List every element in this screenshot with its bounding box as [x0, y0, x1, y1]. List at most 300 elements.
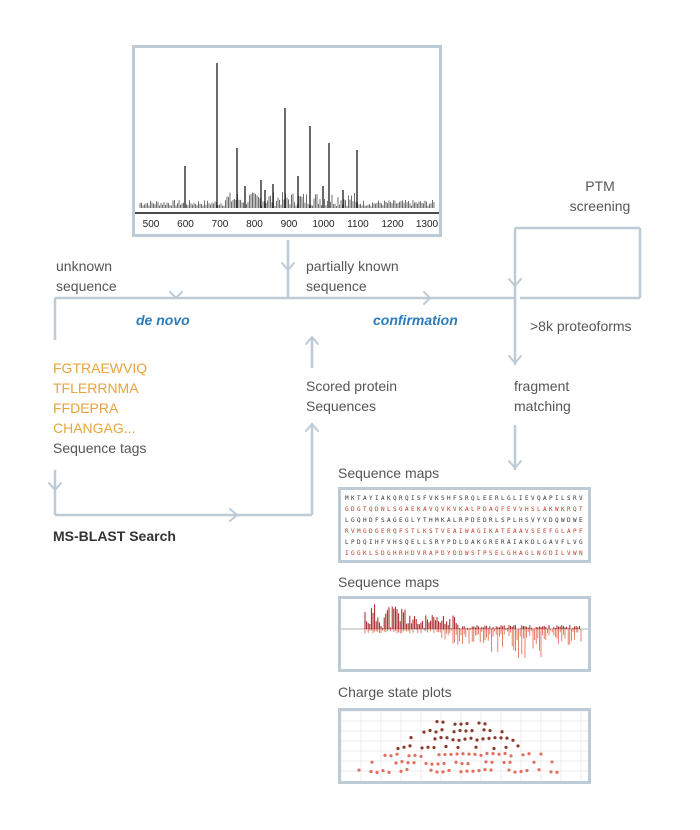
sequence-residue: G: [579, 539, 583, 546]
sequence-residue: R: [489, 539, 493, 546]
sequence-residue: S: [441, 495, 445, 502]
charge-dot: [437, 753, 440, 756]
sequence-residue: E: [477, 517, 481, 524]
sequence-residue: A: [567, 528, 571, 535]
sequence-residue: D: [471, 517, 475, 524]
charge-dot: [460, 762, 463, 765]
sequence-residue: E: [447, 528, 451, 535]
charge-dot: [383, 754, 386, 757]
sequence-residue: S: [525, 517, 529, 524]
charge-dot: [432, 746, 435, 749]
sequence-residue: W: [573, 517, 577, 524]
charge-dot: [527, 752, 530, 755]
sequence-residue: Q: [393, 495, 397, 502]
charge-dot: [441, 770, 444, 773]
sequence-residue: D: [381, 550, 385, 557]
charge-dot: [433, 737, 436, 740]
sequence-residue: K: [441, 517, 445, 524]
sequence-residue: K: [549, 506, 553, 513]
sequence-residue: S: [489, 550, 493, 557]
charge-dot: [511, 739, 514, 742]
charge-dot: [435, 720, 438, 723]
spectrum-tick-label: 600: [177, 219, 194, 230]
sequence-residue: G: [405, 517, 409, 524]
sequence-residue: K: [351, 495, 355, 502]
charge-dot: [465, 722, 468, 725]
sequence-residue: S: [429, 539, 433, 546]
charge-dot: [550, 760, 553, 763]
sequence-residue: T: [501, 528, 505, 535]
sequence-residue: P: [549, 495, 553, 502]
sequence-residue: L: [531, 550, 535, 557]
sequence-residue: S: [375, 550, 379, 557]
charge-state-title: Charge state plots: [338, 684, 452, 700]
spectrum-tick-label: 1200: [381, 219, 404, 230]
sequence-residue: V: [567, 550, 571, 557]
unknown-sequence-label: unknown sequence: [56, 258, 117, 294]
charge-dot: [441, 721, 444, 724]
charge-dot: [457, 739, 460, 742]
sequence-residue: W: [465, 550, 469, 557]
charge-dot: [449, 753, 452, 756]
charge-dot: [442, 762, 445, 765]
sequence-residue: L: [477, 495, 481, 502]
sequence-residue: V: [429, 495, 433, 502]
charge-dot: [434, 730, 437, 733]
sequence-residue: K: [387, 495, 391, 502]
charge-dot: [420, 746, 423, 749]
charge-dot: [424, 762, 427, 765]
charge-dot: [466, 762, 469, 765]
charge-dot: [387, 771, 390, 774]
sequence-residue: A: [453, 528, 457, 535]
sequence-residue: K: [417, 506, 421, 513]
charge-dot: [509, 754, 512, 757]
sequence-residue: L: [411, 517, 415, 524]
charge-dot: [459, 722, 462, 725]
sequence-residue: Q: [471, 495, 475, 502]
sequence-residue: L: [471, 506, 475, 513]
sequence-residue: L: [453, 517, 457, 524]
sequence-residue: E: [411, 506, 415, 513]
sequence-residue: H: [393, 539, 397, 546]
spectrum-tick-label: 1300: [415, 219, 439, 230]
charge-dot: [471, 770, 474, 773]
sequence-residue: R: [399, 495, 403, 502]
sequence-residue: V: [543, 517, 547, 524]
sequence-residue: G: [363, 528, 367, 535]
sequence-residue: S: [531, 528, 535, 535]
sequence-residue: G: [507, 495, 511, 502]
sequence-residue: N: [537, 550, 541, 557]
sequence-residue: A: [543, 495, 547, 502]
charge-dot: [532, 761, 535, 764]
charge-dot: [400, 760, 403, 763]
sequence-residue: G: [393, 517, 397, 524]
sequence-map-1-graphic: [341, 490, 588, 560]
sequence-residue: E: [411, 539, 415, 546]
sequence-residue: G: [375, 528, 379, 535]
sequence-residue: R: [387, 528, 391, 535]
sequence-residue: R: [459, 517, 463, 524]
charge-dot: [399, 770, 402, 773]
sequence-residue: L: [561, 528, 565, 535]
sequence-residue: V: [387, 539, 391, 546]
sequence-residue: S: [501, 517, 505, 524]
sequence-residue: R: [399, 550, 403, 557]
sequence-residue: A: [519, 539, 523, 546]
charge-dot: [488, 729, 491, 732]
charge-dot: [483, 722, 486, 725]
charge-dot: [502, 761, 505, 764]
sequence-residue: S: [459, 495, 463, 502]
sequence-residue: L: [513, 495, 517, 502]
charge-dot: [419, 755, 422, 758]
sequence-residue: G: [483, 539, 487, 546]
ptm-screening-label: PTM screening: [569, 178, 631, 214]
charge-dot: [405, 768, 408, 771]
sequence-residue: A: [513, 528, 517, 535]
spectrum-tick-label: 1100: [347, 219, 369, 230]
sequence-residue: E: [489, 495, 493, 502]
charge-dot: [492, 747, 495, 750]
charge-dot: [375, 771, 378, 774]
sequence-tags-title: Sequence tags: [53, 440, 147, 456]
sequence-residue: L: [501, 495, 505, 502]
sequence-residue: L: [417, 528, 421, 535]
sequence-residue: R: [495, 495, 499, 502]
charge-dot: [519, 770, 522, 773]
spectrum-tick-label: 700: [211, 219, 229, 230]
sequence-residue: T: [363, 506, 367, 513]
sequence-residue: G: [357, 506, 361, 513]
sequence-residue: N: [381, 506, 385, 513]
charge-dot: [461, 752, 464, 755]
sequence-residue: F: [399, 528, 403, 535]
sequence-residue: I: [345, 550, 349, 557]
sequence-residue: V: [429, 506, 433, 513]
charge-dot: [474, 746, 477, 749]
sequence-residue: H: [363, 517, 367, 524]
sequence-residue: I: [411, 495, 415, 502]
sequence-residue: P: [507, 517, 511, 524]
sequence-residue: G: [357, 550, 361, 557]
sequence-residue: G: [351, 550, 355, 557]
sequence-map-2-panel: [338, 596, 591, 672]
sequence-residue: E: [495, 539, 499, 546]
sequence-residue: I: [555, 550, 559, 557]
sequence-residue: I: [513, 539, 517, 546]
sequence-residue: W: [573, 550, 577, 557]
charge-dot: [440, 728, 443, 731]
sequence-residue: E: [483, 495, 487, 502]
sequence-residue: A: [363, 495, 367, 502]
charge-dot: [453, 723, 456, 726]
sequence-residue: A: [465, 506, 469, 513]
sequence-residue: Q: [363, 539, 367, 546]
sequence-residue: G: [525, 550, 529, 557]
sequence-residue: L: [513, 517, 517, 524]
sequence-residue: R: [465, 495, 469, 502]
sequence-residue: N: [579, 550, 583, 557]
fragment-matching-label: fragment matching: [514, 378, 571, 414]
sequence-residue: H: [375, 539, 379, 546]
charge-dot: [463, 738, 466, 741]
sequence-residue: H: [405, 550, 409, 557]
charge-dot: [477, 721, 480, 724]
sequence-residue: L: [345, 517, 349, 524]
sequence-residue: E: [579, 517, 583, 524]
spectrum-tick-label: 900: [280, 219, 298, 230]
charge-dot: [395, 753, 398, 756]
sequence-residue: A: [381, 495, 385, 502]
charge-dot: [464, 729, 467, 732]
sequence-tag: FGTRAEWVIQ: [53, 360, 148, 376]
sequence-residue: I: [375, 495, 379, 502]
charge-dot: [508, 761, 511, 764]
charge-dot: [409, 736, 412, 739]
sequence-residue: A: [519, 550, 523, 557]
sequence-residue: W: [555, 506, 559, 513]
charge-dot: [497, 753, 500, 756]
sequence-residue: G: [351, 517, 355, 524]
sequence-residue: P: [483, 550, 487, 557]
charge-dot: [435, 770, 438, 773]
sequence-tags-list: [53, 358, 147, 458]
charge-dot: [473, 753, 476, 756]
sequence-residue: V: [579, 495, 583, 502]
sequence-residue: G: [399, 506, 403, 513]
charge-dot: [458, 729, 461, 732]
sequence-residue: S: [405, 528, 409, 535]
charge-dot: [503, 752, 506, 755]
charge-dot: [483, 768, 486, 771]
sequence-residue: L: [369, 550, 373, 557]
charge-dot: [428, 729, 431, 732]
sequence-residue: T: [579, 506, 583, 513]
sequence-residue: E: [495, 550, 499, 557]
sequence-residue: E: [399, 517, 403, 524]
sequence-residue: R: [435, 539, 439, 546]
sequence-residue: L: [387, 506, 391, 513]
charge-dot: [451, 738, 454, 741]
sequence-residue: R: [573, 495, 577, 502]
sequence-residue: A: [429, 550, 433, 557]
charge-dot: [389, 754, 392, 757]
sequence-residue: L: [423, 539, 427, 546]
sequence-residue: K: [489, 528, 493, 535]
charge-dot: [521, 753, 524, 756]
sequence-residue: V: [531, 517, 535, 524]
charge-dot: [444, 745, 447, 748]
sequence-residue: G: [345, 506, 349, 513]
sequence-residue: L: [561, 550, 565, 557]
sequence-residue: K: [561, 506, 565, 513]
charge-dot: [507, 768, 510, 771]
sequence-residue: F: [561, 539, 565, 546]
sequence-residue: I: [519, 495, 523, 502]
mass-spectrum-panel: [132, 45, 442, 237]
sequence-residue: W: [465, 528, 469, 535]
proteoforms-label: >8k proteoforms: [530, 318, 632, 334]
charge-dot: [422, 731, 425, 734]
spectrum-tick-label: 800: [246, 219, 263, 230]
sequence-residue: A: [543, 506, 547, 513]
charge-dot: [407, 754, 410, 757]
sequence-map-1-title: Sequence maps: [338, 465, 440, 481]
charge-dot: [469, 737, 472, 740]
sequence-residue: G: [507, 550, 511, 557]
charge-dot: [406, 761, 409, 764]
sequence-residue: F: [549, 528, 553, 535]
sequence-residue: L: [537, 539, 541, 546]
sequence-residue: I: [369, 539, 373, 546]
charge-state-panel: [338, 708, 591, 784]
sequence-residue: V: [417, 550, 421, 557]
charge-dot: [500, 730, 503, 733]
charge-dot: [539, 752, 542, 755]
spectrum-tick-label: 500: [142, 219, 160, 230]
sequence-residue: K: [423, 528, 427, 535]
sequence-residue: T: [477, 550, 481, 557]
charge-dot: [493, 736, 496, 739]
sequence-residue: A: [519, 528, 523, 535]
sequence-residue: L: [417, 539, 421, 546]
sequence-residue: M: [345, 495, 349, 502]
sequence-residue: G: [477, 528, 481, 535]
sequence-residue: S: [429, 528, 433, 535]
sequence-residue: K: [525, 539, 529, 546]
charge-dot: [436, 762, 439, 765]
charge-state-graphic: [341, 711, 588, 781]
charge-dot: [482, 728, 485, 731]
charge-dot: [525, 769, 528, 772]
sequence-residue: R: [567, 506, 571, 513]
charge-dot: [443, 753, 446, 756]
sequence-residue: D: [369, 517, 373, 524]
sequence-residue: Q: [405, 539, 409, 546]
sequence-residue: P: [573, 528, 577, 535]
sequence-residue: K: [447, 506, 451, 513]
sequence-residue: M: [435, 517, 439, 524]
sequence-residue: I: [555, 495, 559, 502]
charge-dot: [537, 768, 540, 771]
sequence-residue: V: [453, 506, 457, 513]
charge-dot: [439, 736, 442, 739]
sequence-residue: V: [525, 528, 529, 535]
sequence-residue: A: [447, 517, 451, 524]
sequence-residue: I: [459, 528, 463, 535]
mass-spectrum-plot: [135, 48, 439, 234]
sequence-residue: E: [507, 528, 511, 535]
sequence-residue: T: [435, 528, 439, 535]
sequence-residue: E: [507, 506, 511, 513]
sequence-residue: Q: [573, 506, 577, 513]
sequence-residue: W: [561, 517, 565, 524]
sequence-residue: Q: [369, 506, 373, 513]
charge-dot: [429, 769, 432, 772]
charge-dot: [549, 770, 552, 773]
charge-dot: [484, 760, 487, 763]
scored-proteins-label: Scored protein Sequences: [306, 378, 398, 414]
sequence-residue: A: [405, 506, 409, 513]
charge-dot: [465, 769, 468, 772]
sequence-tag: FFDEPRA: [53, 400, 119, 416]
sequence-residue: Y: [447, 550, 451, 557]
sequence-residue: A: [471, 539, 475, 546]
sequence-residue: D: [411, 550, 415, 557]
sequence-residue: V: [441, 528, 445, 535]
charge-dot: [452, 730, 455, 733]
sequence-residue: E: [381, 528, 385, 535]
sequence-residue: Q: [435, 506, 439, 513]
charge-dot: [369, 770, 372, 773]
sequence-residue: A: [471, 528, 475, 535]
charge-dot: [426, 746, 429, 749]
sequence-residue: H: [519, 517, 523, 524]
sequence-residue: D: [567, 517, 571, 524]
charge-dot: [430, 763, 433, 766]
sequence-residue: S: [381, 517, 385, 524]
sequence-residue: Y: [369, 495, 373, 502]
charge-dot: [454, 761, 457, 764]
sequence-residue: V: [573, 539, 577, 546]
charge-dot: [412, 761, 415, 764]
charge-dot: [396, 747, 399, 750]
sequence-residue: Q: [555, 517, 559, 524]
sequence-residue: D: [465, 539, 469, 546]
charge-dot: [456, 746, 459, 749]
sequence-residue: V: [441, 506, 445, 513]
sequence-residue: Q: [495, 506, 499, 513]
charge-dot: [408, 744, 411, 747]
sequence-residue: D: [375, 506, 379, 513]
sequence-map-2-title: Sequence maps: [338, 574, 440, 590]
sequence-residue: D: [549, 550, 553, 557]
sequence-tag: CHANGAG...: [53, 420, 136, 436]
sequence-residue: S: [393, 506, 397, 513]
charge-dot: [470, 729, 473, 732]
sequence-residue: D: [357, 539, 361, 546]
charge-dot: [447, 769, 450, 772]
charge-dot: [467, 753, 470, 756]
sequence-residue: K: [477, 539, 481, 546]
sequence-residue: L: [567, 539, 571, 546]
sequence-residue: G: [555, 528, 559, 535]
sequence-residue: G: [543, 539, 547, 546]
sequence-residue: T: [357, 495, 361, 502]
sequence-residue: A: [489, 506, 493, 513]
sequence-residue: L: [459, 539, 463, 546]
sequence-tag: TFLERRNMA: [53, 380, 139, 396]
sequence-residue: D: [459, 550, 463, 557]
charge-dot: [477, 769, 480, 772]
charge-dot: [402, 746, 405, 749]
sequence-residue: F: [453, 495, 457, 502]
sequence-residue: A: [549, 539, 553, 546]
sequence-residue: K: [363, 550, 367, 557]
sequence-residue: K: [435, 495, 439, 502]
charge-dot: [504, 746, 507, 749]
sequence-residue: L: [537, 506, 541, 513]
spectrum-tick-label: 1000: [312, 219, 335, 230]
sequence-residue: R: [501, 539, 505, 546]
charge-dot: [490, 761, 493, 764]
charge-dot: [485, 752, 488, 755]
sequence-residue: F: [423, 495, 427, 502]
sequence-residue: E: [537, 528, 541, 535]
sequence-residue: R: [423, 550, 427, 557]
